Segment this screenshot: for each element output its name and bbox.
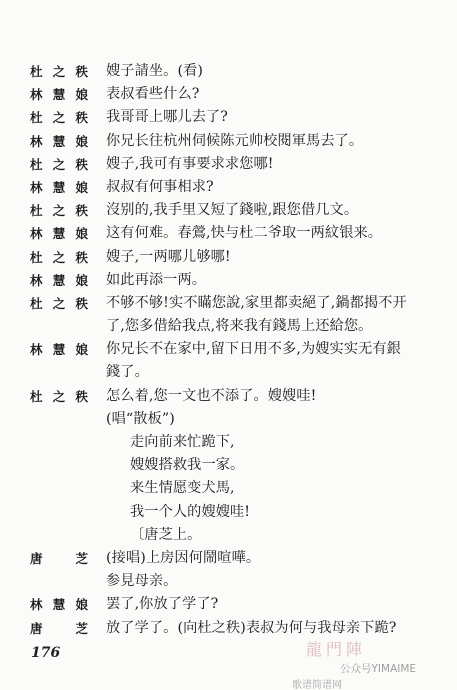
speaker-name: 杜之秩 xyxy=(30,110,88,126)
dialogue-text: 如此再添一两。 xyxy=(106,271,207,288)
verse-text: 来生情愿变犬馬, xyxy=(130,480,235,497)
dialogue-text: 我哥哥上哪儿去了? xyxy=(106,109,229,126)
dialogue-line xyxy=(30,60,450,83)
dialogue-text: 嫂子,一两哪儿够哪! xyxy=(106,248,231,265)
dialogue-text: 放了学了。(向杜之秩)表叔为何与我母亲下跪? xyxy=(106,619,397,636)
dialogue-line xyxy=(30,338,450,361)
verse-line xyxy=(30,477,450,500)
aria-direction-text: (唱“散板”) xyxy=(106,410,175,427)
speaker-name: 杜之秩 xyxy=(30,156,88,172)
dialogue-line xyxy=(30,222,450,245)
dialogue-line xyxy=(30,199,450,222)
speaker-name: 林慧娘 xyxy=(30,597,88,613)
speaker-name: 杜之秩 xyxy=(30,295,88,311)
verse-text: 嫂嫂搭救我一家。 xyxy=(130,457,245,474)
speaker-name: 林慧娘 xyxy=(30,226,88,242)
dialogue-text: 罢了,你放了学了? xyxy=(106,596,219,613)
dialogue-text: (接唱)上房因何鬧喧嘩。 xyxy=(106,549,261,566)
aria-direction xyxy=(30,408,450,431)
dialogue-line xyxy=(30,385,450,408)
dialogue-text: 你兄长不在家中,留下日用不多,为嫂实实无有銀 xyxy=(106,341,401,358)
watermark-site: 歌谱简谱网 xyxy=(292,680,342,690)
speaker-name: 杜之秩 xyxy=(30,203,88,219)
dialogue-text: 你兄长往杭州伺候陈元帅校閱軍馬去了。 xyxy=(106,132,364,149)
dialogue-line xyxy=(30,269,450,292)
verse-text: 走向前来忙跪下, xyxy=(130,434,235,450)
speaker-name: 杜之秩 xyxy=(30,64,88,79)
speaker-name: 林慧娘 xyxy=(30,179,88,195)
dialogue-line xyxy=(30,246,450,269)
dialogue-text: 錢了。 xyxy=(106,364,149,381)
speaker-name: 杜之秩 xyxy=(30,388,88,404)
verse-line xyxy=(30,431,450,454)
dialogue-text: 沒别的,我手里又短了錢啦,跟您借几文。 xyxy=(106,202,359,219)
dialogue-text: 嫂子請坐。(看) xyxy=(106,63,203,79)
dialogue-text: 表叔看些什么? xyxy=(106,86,200,103)
speaker-name: 林慧娘 xyxy=(30,87,88,103)
speaker-name: 唐 芝 xyxy=(30,620,88,636)
dialogue-text: 参見母亲。 xyxy=(106,573,178,590)
page-number: 176 xyxy=(31,645,61,661)
speaker-name: 唐 芝 xyxy=(30,550,88,566)
dialogue-text: 叔叔有何事相求? xyxy=(106,178,214,195)
verse-line xyxy=(30,501,450,524)
dialogue-continuation xyxy=(30,570,450,593)
dialogue-line xyxy=(30,176,450,199)
dialogue-line xyxy=(30,153,450,176)
verse-line xyxy=(30,454,450,477)
dialogue-text: 怎么着,您一文也不添了。嫂嫂哇! xyxy=(106,387,317,404)
dialogue-line xyxy=(30,106,450,129)
dialogue-text: 不够不够!实不瞞您說,家里都卖絕了,鍋都揭不开 xyxy=(106,294,407,311)
speaker-name: 林慧娘 xyxy=(30,272,88,288)
stage-direction-text: 〔唐芝上。 xyxy=(130,526,202,543)
speaker-name: 杜之秩 xyxy=(30,249,88,265)
dialogue-text: 这有何难。春鶯,快与杜二爷取一两紋银来。 xyxy=(106,225,383,242)
dialogue-line xyxy=(30,130,450,153)
watermark-logo: 龍門陣 xyxy=(306,640,367,659)
speaker-name: 林慧娘 xyxy=(30,342,88,358)
dialogue-text: 嫂子,我可有事要求求您哪! xyxy=(106,155,274,172)
dialogue-continuation xyxy=(30,315,450,338)
dialogue-line xyxy=(30,547,450,570)
dialogue-line xyxy=(30,617,450,640)
dialogue-line xyxy=(30,593,450,616)
dialogue-continuation xyxy=(30,361,450,384)
dialogue-text: 了,您多借給我点,将来我有錢馬上还給您。 xyxy=(106,318,373,335)
speaker-name: 林慧娘 xyxy=(30,133,88,149)
dialogue-line xyxy=(30,83,450,106)
watermark-account: 公众号YIMAIME xyxy=(340,663,417,675)
dialogue-line xyxy=(30,292,450,315)
stage-direction xyxy=(30,524,450,547)
script-body xyxy=(30,60,450,640)
verse-text: 我一个人的嫂嫂哇! xyxy=(130,503,251,520)
